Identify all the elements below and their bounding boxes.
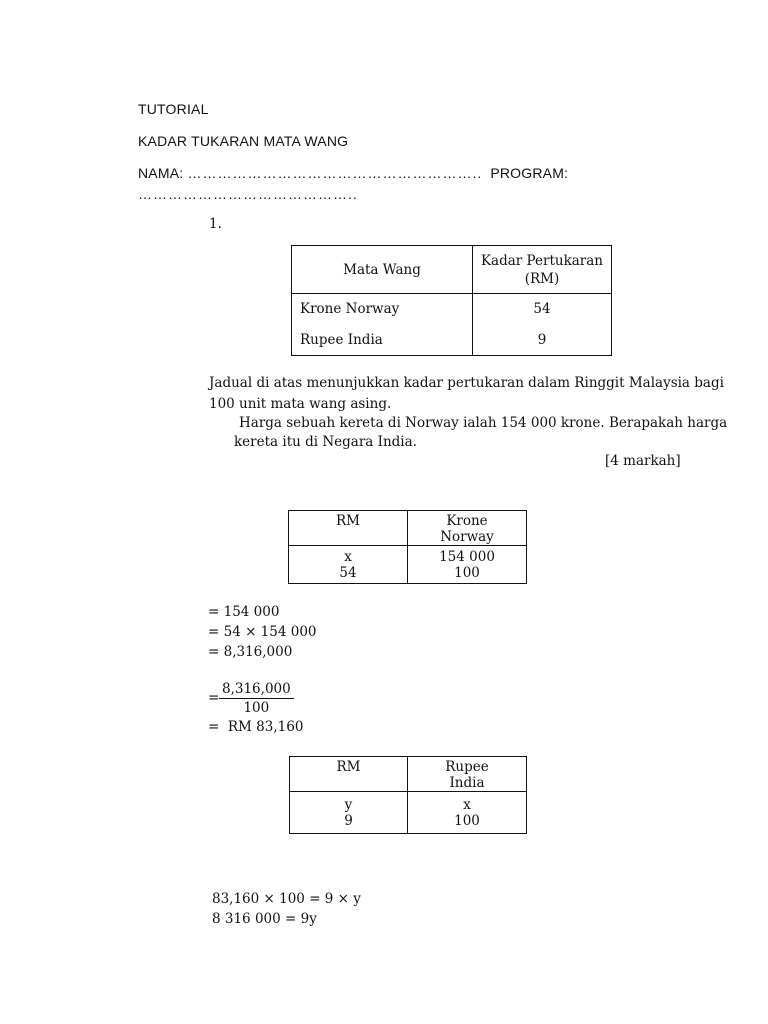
calc-step: = 54 × 154 000	[208, 624, 317, 640]
question-text-line: kereta itu di Negara India.	[234, 434, 417, 450]
krone-table	[288, 510, 527, 584]
program-dots[interactable]: ……………………………………..	[138, 186, 358, 202]
rate-table-body	[292, 294, 612, 356]
name-label: NAMA:	[138, 165, 184, 181]
table-cell: 54	[533, 301, 551, 317]
result-line: = RM 83,160	[208, 719, 304, 735]
name-dots: …………………………………………………..	[187, 165, 483, 181]
calc-step: = 154 000	[208, 604, 280, 620]
rate-table-header-currency: Mata Wang	[292, 246, 473, 294]
question-text-line: Jadual di atas menunjukkan kadar pertukaran dalam Ringgit Malaysia bagi	[209, 375, 724, 391]
rupee-table	[289, 756, 527, 834]
fraction-numerator: 8,316,000	[219, 681, 294, 699]
rate-table-rates	[473, 294, 612, 356]
table-row	[289, 546, 527, 584]
table-header: RM	[289, 511, 408, 546]
table-cell: Krone Norway	[300, 301, 400, 317]
question-text-line: Harga sebuah kereta di Norway ialah 154 000 krone. Berapakah harga	[239, 415, 728, 431]
fraction-equals: =	[208, 690, 220, 706]
name-field[interactable]	[138, 165, 568, 181]
fraction-denominator: 100	[243, 700, 270, 716]
question-number: 1.	[209, 216, 222, 232]
marks-label: [4 markah]	[605, 453, 681, 469]
table-cell: y 9	[290, 792, 408, 834]
calc-step: = 8,316,000	[208, 644, 293, 660]
question-text-line: 100 unit mata wang asing.	[209, 396, 392, 412]
page-title: TUTORIAL	[138, 101, 209, 117]
table-cell: Rupee India	[300, 332, 383, 348]
table-cell: x 54	[289, 546, 408, 584]
table-header: Rupee India	[408, 757, 527, 792]
fraction	[219, 681, 294, 716]
rate-table-header-rate: Kadar Pertukaran (RM)	[473, 246, 612, 294]
page-subtitle: KADAR TUKARAN MATA WANG	[138, 133, 349, 149]
table-cell: 154 000 100	[408, 546, 527, 584]
calc-step: 83,160 × 100 = 9 × y	[212, 891, 361, 907]
rate-table-currencies	[292, 294, 473, 356]
program-label: PROGRAM:	[490, 165, 569, 181]
table-header: Krone Norway	[408, 511, 527, 546]
calc-step: 8 316 000 = 9y	[212, 911, 317, 927]
rate-table	[291, 245, 612, 356]
table-cell: 9	[537, 332, 547, 348]
table-cell: x 100	[408, 792, 527, 834]
table-header: RM	[290, 757, 408, 792]
table-row	[290, 792, 527, 834]
